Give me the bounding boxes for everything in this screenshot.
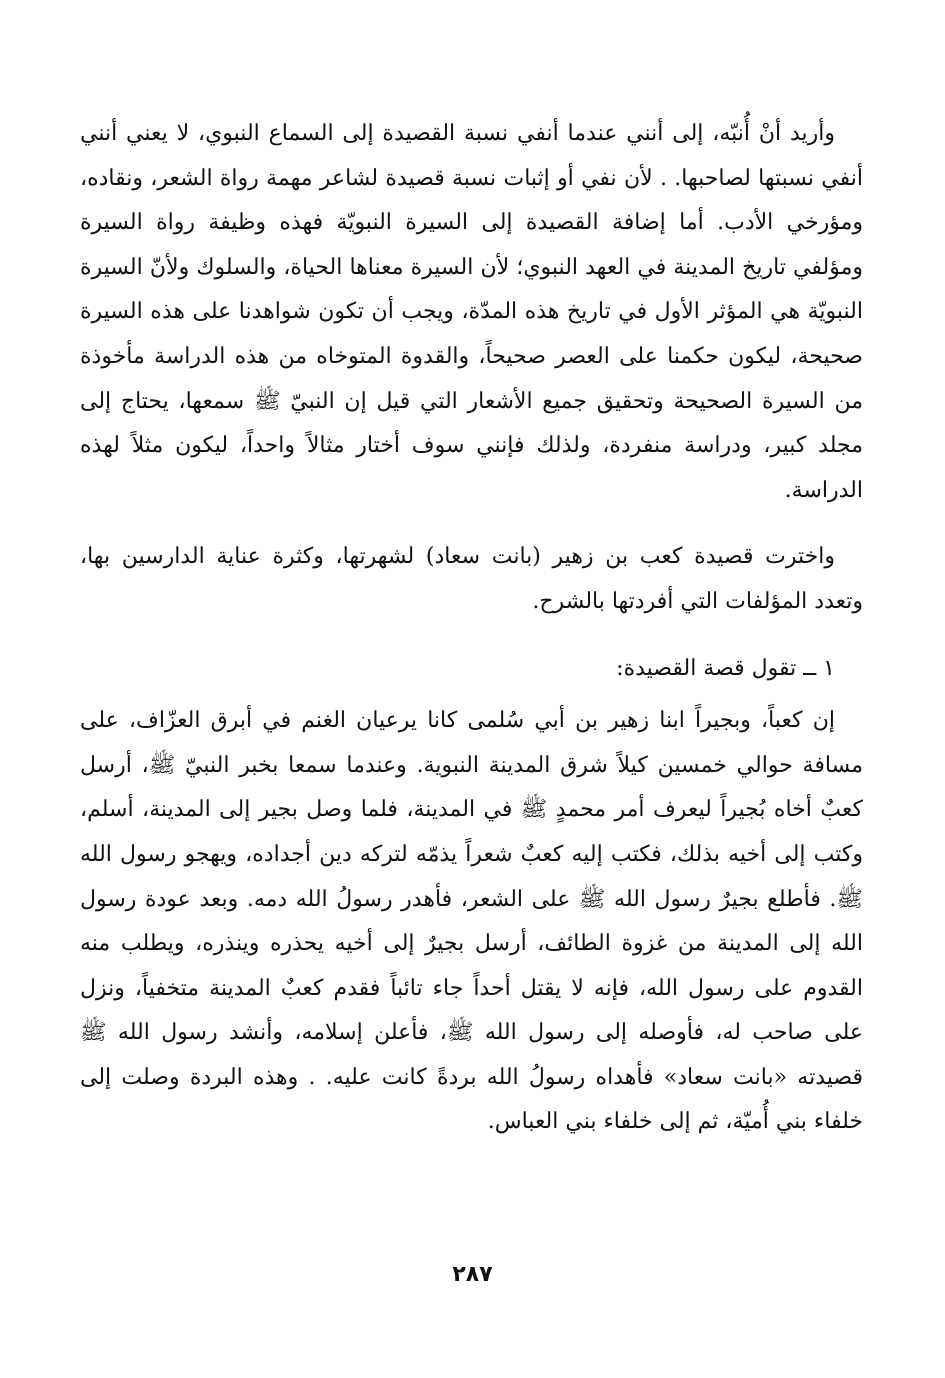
paragraph-story: إن كعباً، وبجيراً ابنا زهير بن أبي سُلمى كانا يرعيان الغنم في أبرق العزّاف، على مسافة حوالي خمسين كيلاً شرق المدينة النبوية. وعندما سمعا بخبر النبيّ ﷺ، أرسل كعبٌ أخاه بُجيراً ليعرف أمر محمدٍ ﷺ في المدينة، فلما وصل بجير إلى المدينة، أسلم، وكتب إلى أخيه بذلك، فكتب إليه كعبٌ شعراً يذمّه لتركه دين أجداده، ويهجو رسول الله ﷺ. فأطلع بجيرٌ رسول الله ﷺ على الشعر، فأهدر رسولُ الله دمه. وبعد عودة رسول الله إلى المدينة من غزوة الطائف، أرسل بجيرٌ إلى أخيه يحذره وينذره، ويطلب منه القدوم على رسول الله، فإنه لا يقتل أحداً جاء تائباً فقدم كعبٌ المدينة متخفياً، ونزل على صاحب له، فأوصله إلى رسول الله ﷺ، فأعلن إسلامه، وأنشد رسول الله ﷺ قصيدته «بانت سعاد» فأهداه رسولُ الله بردةً كانت عليه. . وهذه البردة وصلت إلى خلفاء بني أُميّة، ثم إلى خلفاء بني العباس. <box>80 708 863 1135</box>
paragraph-attribution: وأريد أنْ أُنبّه، إلى أنني عندما أنفي نسبة القصيدة إلى السماع النبوي، لا يعني أنني أنفي نسبتها لصاحبها. . لأن نفي أو إثبات نسبة قصيدة لشاعر مهمة رواة الشعر، ونقاده، ومؤرخي الأدب. أما إضافة القصيدة إلى السيرة النبويّة فهذه وظيفة رواة السيرة ومؤلفي تاريخ المدينة في العهد النبوي؛ لأن السيرة معناها الحياة، والسلوك ولأنّ السيرة النبويّة هي المؤثر الأول في تاريخ هذه المدّة، ويجب أن تكون شواهدنا على هذه السيرة صحيحة، ليكون حكمنا على العصر صحيحاً، والقدوة المتوخاه من هذه الدراسة مأخوذة من السيرة الصحيحة وتحقيق جميع الأشعار التي قيل إن النبيّ ﷺ سمعها، يحتاج إلى مجلد كبير، ودراسة منفردة، ولذلك فإنني سوف أختار مثالاً واحداً، ليكون مثلاً لهذه الدراسة. <box>80 121 863 503</box>
page-body <box>80 112 863 1145</box>
section-heading: ١ ــ تقول قصة القصيدة: <box>616 655 835 681</box>
paragraph-choice-of-poem: واخترت قصيدة كعب بن زهير (بانت سعاد) لشهرتها، وكثرة عناية الدارسين بها، وتعدد المؤلفات التي أفردتها بالشرح. <box>80 544 863 614</box>
page-number: ٢٨٧ <box>452 1262 493 1287</box>
